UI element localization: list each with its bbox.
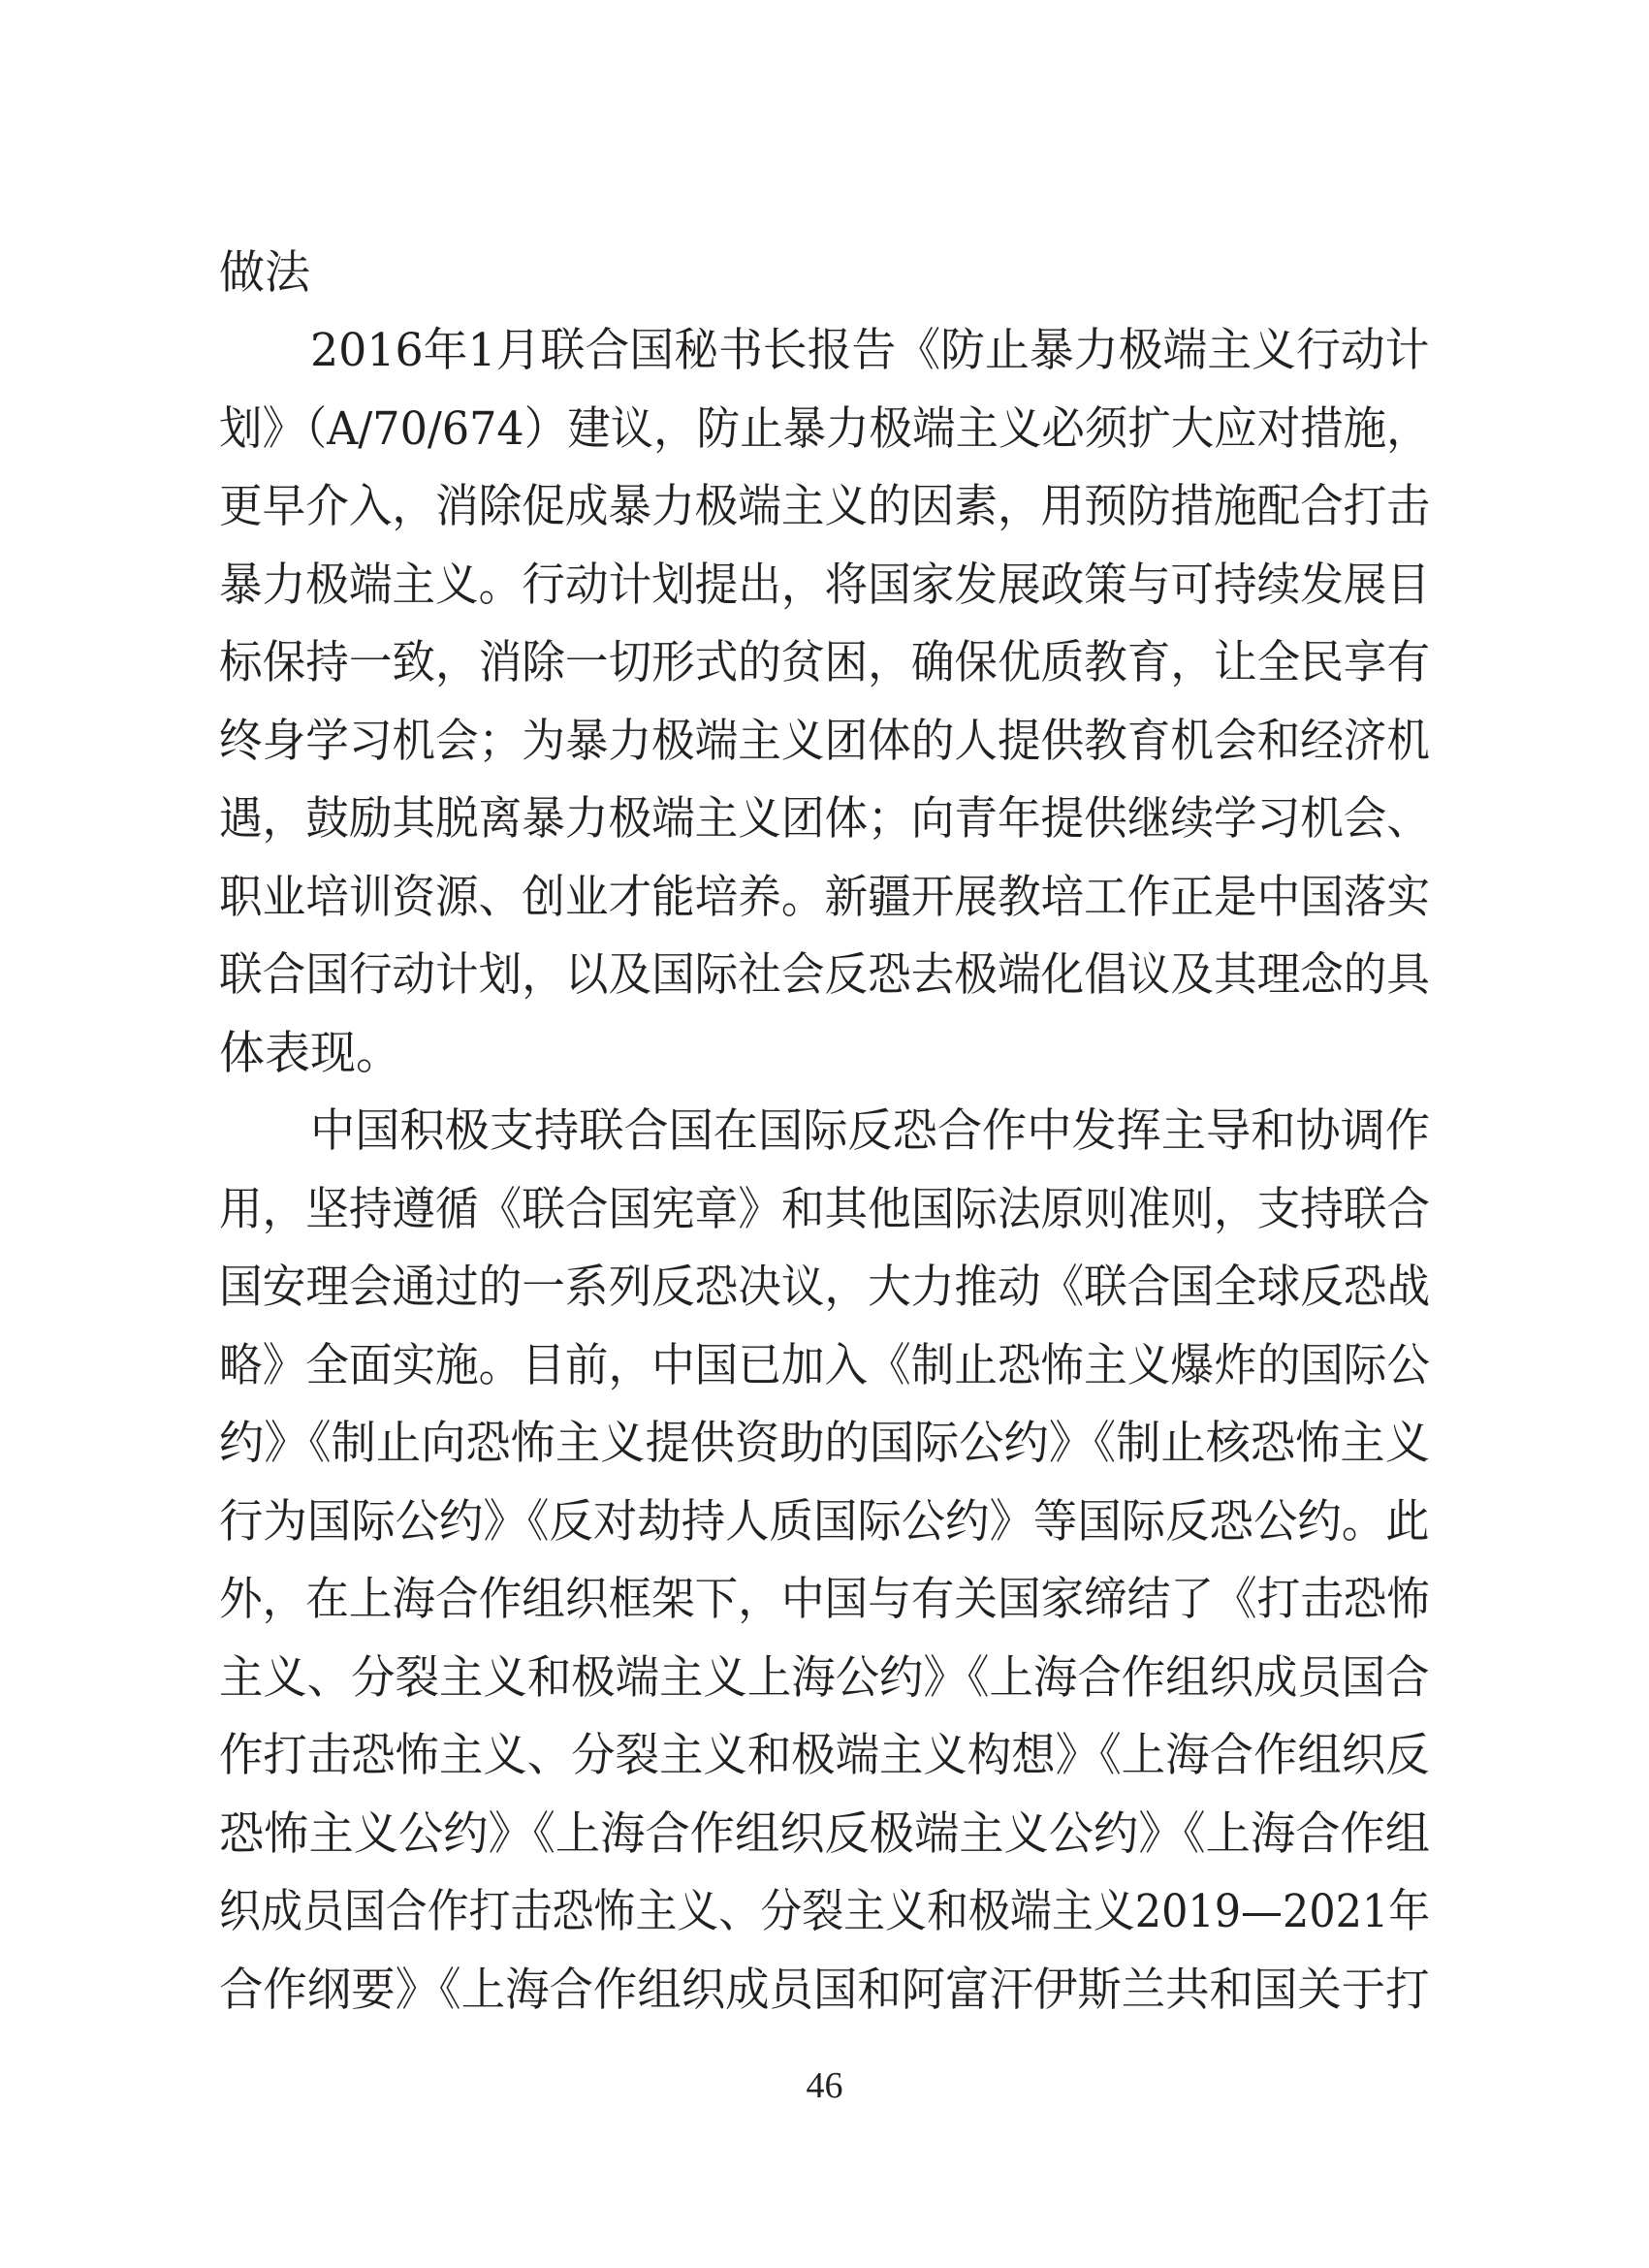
text-line: 合作纲要》《上海合作组织成员国和阿富汗伊斯兰共和国关于打 [219,1964,1430,2017]
text-line: 主义、分裂主义和极端主义上海公约》《上海合作组织成员国合 [219,1651,1430,1705]
text-line: 国安理会通过的一系列反恐决议，大力推动《联合国全球反恐战 [219,1261,1431,1314]
paragraph-1-first-line: 2016年1月联合国秘书长报告《防止暴力极端主义行动计 [310,324,1430,377]
text-line: 行为国际公约》《反对劫持人质国际公约》等国际反恐公约。此 [219,1495,1430,1549]
paragraph-2-first-line: 中国积极支持联合国在国际反恐合作中发挥主导和协调作 [310,1104,1431,1158]
text-line: 作打击恐怖主义、分裂主义和极端主义构想》《上海合作组织反 [219,1729,1430,1782]
text-line: 职业培训资源、创业才能培养。新疆开展教培工作正是中国落实 [219,871,1431,924]
text-line: 终身学习机会；为暴力极端主义团体的人提供教育机会和经济机 [219,715,1431,768]
text-line: 约》《制止向恐怖主义提供资助的国际公约》《制止核恐怖主义 [219,1417,1430,1470]
text-line: 暴力极端主义。行动计划提出，将国家发展政策与可持续发展目 [219,559,1431,612]
text-line: 恐怖主义公约》《上海合作组织反极端主义公约》《上海合作组 [219,1807,1430,1861]
text-line: 标保持一致，消除一切形式的贫困，确保优质教育，让全民享有 [219,636,1431,689]
text-line: 做法 [219,246,310,300]
text-line: 遇，鼓励其脱离暴力极端主义团体；向青年提供继续学习机会、 [219,792,1431,846]
text-line: 划》（A/70/674）建议，防止暴力极端主义必须扩大应对措施， [219,402,1430,456]
text-line: 联合国行动计划，以及国际社会反恐去极端化倡议及其理念的具 [219,948,1431,1002]
text-line: 外，在上海合作组织框架下，中国与有关国家缔结了《打击恐怖 [219,1573,1431,1626]
text-line: 用，坚持遵循《联合国宪章》和其他国际法原则准则，支持联合 [219,1183,1431,1236]
text-line: 体表现。 [219,1027,401,1080]
text-line: 略》全面实施。目前，中国已加入《制止恐怖主义爆炸的国际公 [219,1339,1431,1392]
text-line: 织成员国合作打击恐怖主义、分裂主义和极端主义2019—2021年 [219,1885,1431,1938]
page-number: 46 [806,2065,843,2106]
text-line: 更早介入，消除促成暴力极端主义的因素，用预防措施配合打击 [219,480,1431,533]
